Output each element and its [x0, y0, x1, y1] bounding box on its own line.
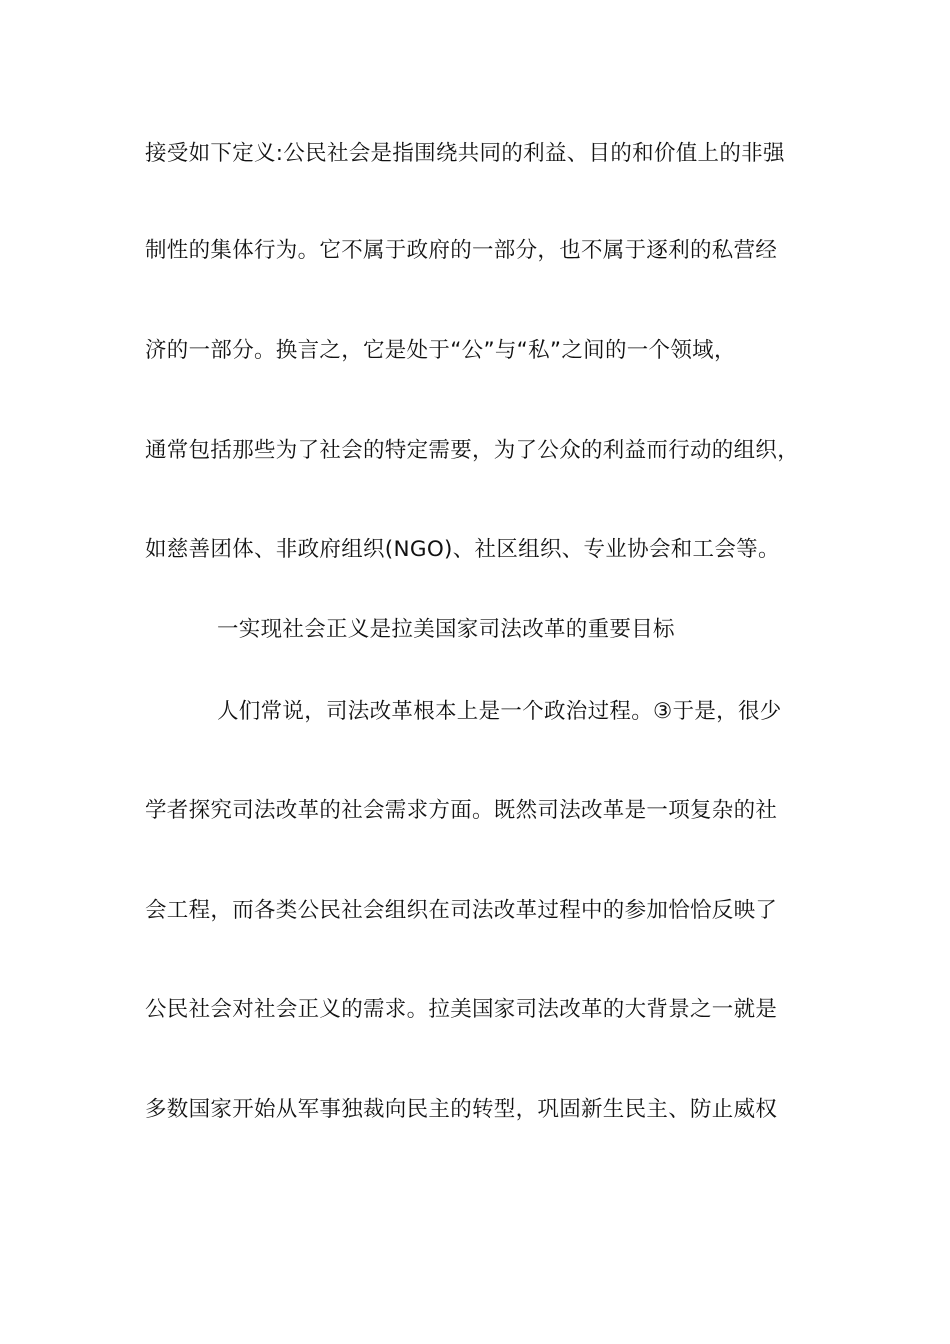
text-line: 济的一部分。换言之，它是处于“公”与“私”之间的一个领域，: [145, 338, 736, 363]
section-heading: 一实现社会正义是拉美国家司法改革的重要目标: [217, 617, 675, 642]
text-line: 通常包括那些为了社会的特定需要，为了公众的利益而行动的组织，: [145, 438, 800, 463]
text-line: 制性的集体行为。它不属于政府的一部分，也不属于逐利的私营经: [145, 238, 778, 263]
text-line: 公民社会对社会正义的需求。拉美国家司法改革的大背景之一就是: [145, 997, 778, 1022]
text-line: 多数国家开始从军事独裁向民主的转型，巩固新生民主、防止威权: [145, 1097, 778, 1122]
text-line: 会工程，而各类公民社会组织在司法改革过程中的参加恰恰反映了: [145, 898, 778, 923]
text-line: 如慈善团体、非政府组织(NGO)、社区组织、专业协会和工会等。: [145, 537, 780, 562]
text-line: 人们常说，司法改革根本上是一个政治过程。③于是，很少: [217, 699, 782, 724]
text-line: 学者探究司法改革的社会需求方面。既然司法改革是一项复杂的社: [145, 798, 778, 823]
text-line: 接受如下定义:公民社会是指围绕共同的利益、目的和价值上的非强: [145, 141, 785, 166]
